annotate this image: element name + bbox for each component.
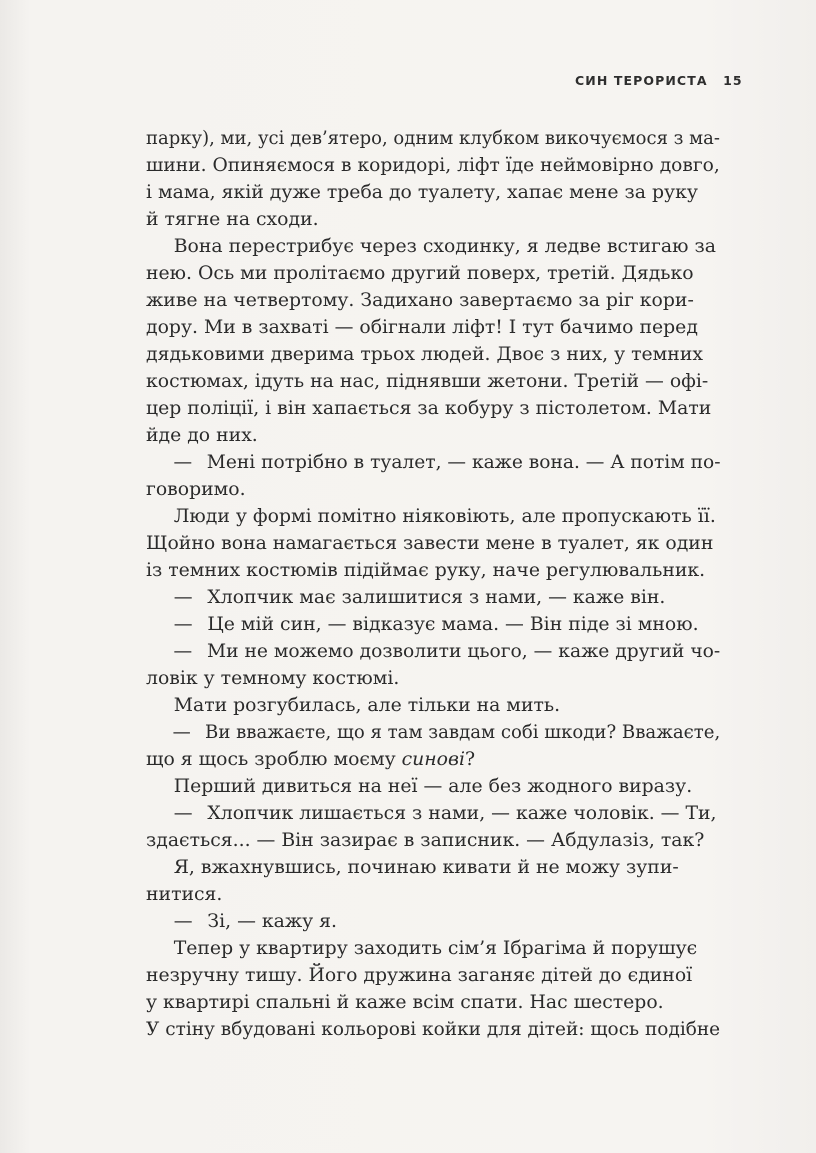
line-text: й тягне на сходи. [146, 208, 319, 230]
body-text [146, 125, 726, 1043]
text-line [146, 476, 720, 503]
text-line [146, 449, 721, 476]
line-text: цер поліції, і він хапається за кобуру з пістолетом. Мати [146, 397, 712, 419]
text-line [146, 827, 720, 854]
line-text: дядьковими дверима трьох людей. Двоє з них, у темних [146, 343, 703, 365]
text-line [146, 746, 720, 773]
line-text: Хлопчик має залишитися з нами, — каже він. [207, 586, 666, 608]
line-text: Хлопчик лишається з нами, — каже чоловік. — Ти, [207, 802, 717, 824]
line-text: нею. Ось ми пролітаємо другий поверх, третій. Дядько [146, 262, 694, 284]
text-line [146, 287, 720, 314]
line-text: Ми не можемо дозволити цього, — каже другий чо- [206, 640, 721, 662]
text-line [146, 503, 720, 530]
line-text: Я, вжахнувшись, починаю кивати й не можу зупи- [173, 856, 679, 878]
line-text-tail: ? [464, 748, 476, 770]
italic-word: синові [401, 748, 465, 770]
text-line [146, 989, 720, 1016]
dialog-dash: — [173, 613, 193, 635]
text-line [146, 584, 720, 611]
text-line [146, 422, 720, 449]
line-text: у квартирі спальні й каже всім спати. Нас шестеро. [146, 991, 664, 1013]
text-line [146, 206, 720, 233]
text-line [146, 1016, 721, 1043]
text-line [146, 854, 720, 881]
text-line [146, 152, 720, 179]
line-text: що я щось зроблю моєму [146, 748, 402, 770]
text-line [146, 530, 720, 557]
line-text: ловік у темному костюмі. [146, 667, 400, 689]
line-text: йде до них. [146, 424, 258, 446]
text-line [146, 962, 720, 989]
line-text: Вона перестрибує через сходинку, я ледве встигаю за [173, 235, 716, 257]
text-line [146, 800, 720, 827]
line-text: нитися. [146, 883, 223, 905]
line-text: костюмах, ідуть на нас, піднявши жетони. Третій — офі- [146, 370, 709, 392]
line-text: Ви вважаєте, що я там завдам собі шкоди? Вважаєте, [205, 721, 721, 743]
line-text: Тепер у квартиру заходить сім’я Ібрагіма й порушує [173, 937, 698, 959]
dialog-dash: — [173, 802, 193, 824]
line-text: Щойно вона намагається завести мене в туалет, як один [146, 532, 714, 554]
text-line [146, 368, 720, 395]
line-text: Це мій син, — відказує мама. — Він піде зі мною. [207, 613, 699, 635]
page-number: 15 [723, 73, 743, 88]
line-text: із темних костюмів підіймає руку, наче регулювальник. [146, 559, 706, 581]
text-line [146, 314, 720, 341]
line-text: дору. Ми в захваті — обігнали ліфт! І тут бачимо перед [146, 316, 698, 338]
text-line [146, 665, 720, 692]
line-text: Люди у формі помітно ніяковіють, але пропускають її. [173, 505, 716, 527]
line-text: парку), ми, усі дев’ятеро, одним клубком викочуємося з ма- [146, 127, 720, 149]
line-text: живе на четвертому. Задихано завертаємо за ріг кори- [146, 289, 694, 311]
text-line [146, 881, 720, 908]
line-text: У стіну вбудовані кольорові койки для дітей: щось подібне [146, 1018, 721, 1040]
line-text: здається... — Він зазирає в записник. — Абдулазіз, так? [146, 829, 705, 851]
text-line [146, 638, 721, 665]
line-text: незручну тишу. Його дружина заганяє дітей до єдиної [146, 964, 693, 986]
dialog-dash: — [173, 910, 193, 932]
text-line [146, 233, 720, 260]
line-text: Перший дивиться на неї — але без жодного виразу. [173, 775, 693, 797]
text-line [146, 395, 720, 422]
dialog-dash: — [173, 640, 193, 662]
text-line [146, 773, 720, 800]
text-line [146, 611, 720, 638]
running-head-title: СИН ТЕРОРИСТА [575, 73, 708, 88]
text-line [146, 341, 720, 368]
line-text: Мати розгубилась, але тільки на мить. [173, 694, 561, 716]
text-line [146, 125, 720, 152]
dialog-dash: — [173, 451, 193, 473]
running-head [575, 73, 743, 93]
line-text: говоримо. [146, 478, 246, 500]
text-line [146, 692, 720, 719]
text-line [146, 557, 720, 584]
text-line [146, 719, 721, 746]
text-line [146, 908, 720, 935]
dialog-dash: — [173, 586, 193, 608]
line-text: Зі, — кажу я. [207, 910, 338, 932]
text-line [146, 179, 720, 206]
line-text: шини. Опиняємося в коридорі, ліфт їде неймовірно довго, [146, 154, 720, 176]
line-text: Мені потрібно в туалет, — каже вона. — А потім по- [206, 451, 721, 473]
dialog-dash: — [172, 721, 191, 743]
text-line [146, 935, 720, 962]
text-line [146, 260, 720, 287]
line-text: і мама, якій дуже треба до туалету, хапає мене за руку [146, 181, 698, 203]
